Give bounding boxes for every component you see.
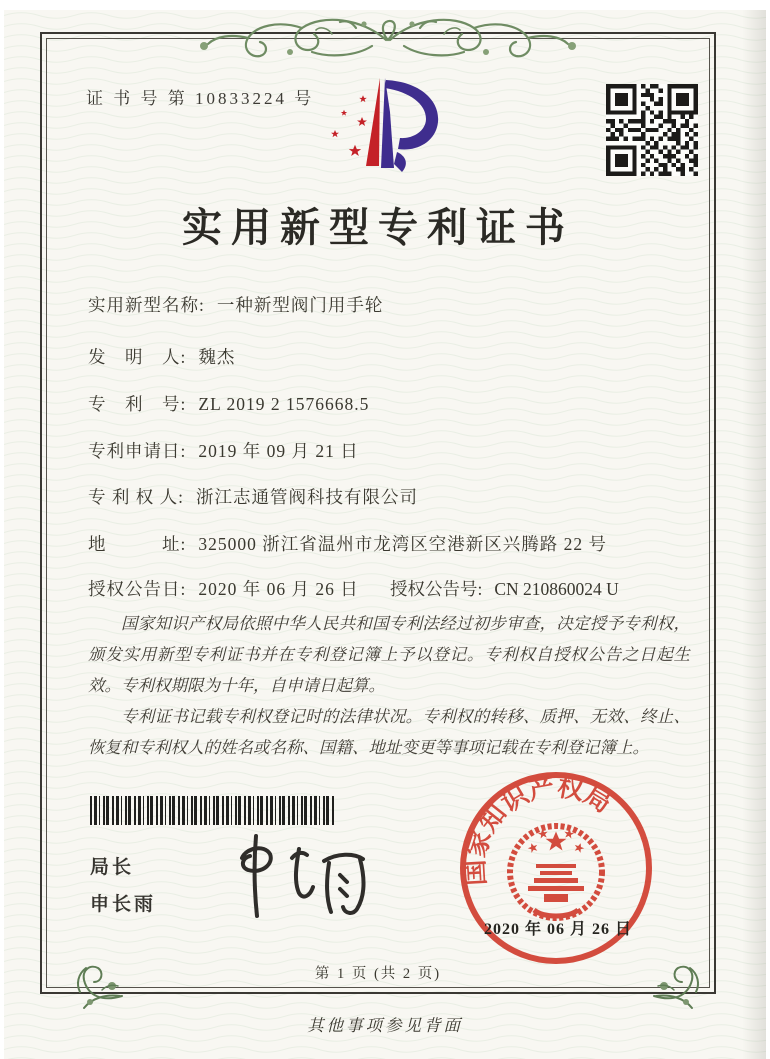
top-flourish-ornament	[168, 6, 608, 70]
field-address	[88, 531, 607, 556]
field-filing-date	[88, 438, 359, 463]
field-value: 2020 年 06 月 26 日	[198, 579, 359, 599]
director-name: 申长雨	[90, 894, 157, 915]
field-value: 一种新型阀门用手轮	[216, 295, 384, 315]
field-label: 专 利 号:	[88, 394, 187, 414]
field-patent-number	[88, 391, 369, 416]
director-block	[90, 852, 156, 926]
certificate-title: 实用新型专利证书	[182, 205, 574, 250]
director-title: 局长	[90, 857, 135, 878]
field-grant-number	[390, 576, 619, 601]
field-value: 2019 年 09 月 21 日	[198, 441, 359, 461]
field-label: 授权公告日:	[88, 579, 187, 599]
qr-code	[606, 84, 698, 176]
field-label: 地 址:	[88, 534, 187, 554]
field-value: 魏杰	[198, 347, 236, 367]
certificate-number: 证 书 号 第 10833224 号	[86, 89, 315, 108]
seal-date: 2020 年 06 月 26 日	[483, 921, 632, 938]
field-inventor	[88, 344, 235, 369]
body-paragraph-1: 国家知识产权局依照中华人民共和国专利法经过初步审查，决定授予专利权，颁发实用新型专利证书并在专利登记簿上予以登记。专利权自授权公告之日起生效。专利权期限为十年，自申请日起算。	[88, 614, 690, 695]
field-label: 专利申请日:	[88, 441, 187, 461]
bottom-left-flourish	[72, 956, 134, 1018]
cnipa-logo	[300, 72, 472, 194]
field-value: 325000 浙江省温州市龙湾区空港新区兴腾路 22 号	[198, 534, 607, 554]
body-paragraph-2: 专利证书记载专利权登记时的法律状况。专利权的转移、质押、无效、终止、恢复和专利权人的姓名或名称、国籍、地址变更等事项记载在专利登记簿上。	[88, 707, 690, 757]
national-emblem	[510, 826, 602, 918]
field-label: 实用新型名称:	[88, 295, 205, 315]
field-label: 授权公告号:	[390, 579, 483, 599]
footer-note: 其他事项参见背面	[307, 1016, 463, 1035]
field-value: ZL 2019 2 1576668.5	[198, 394, 370, 414]
field-label: 发 明 人:	[88, 347, 187, 367]
field-utility-model-name	[88, 292, 383, 317]
seal-text: 国家知识产权局	[460, 772, 617, 887]
photo-edge-shadow	[742, 10, 766, 1059]
field-value: 浙江志通管阀科技有限公司	[196, 487, 418, 507]
field-label: 专 利 权 人:	[88, 487, 184, 507]
bottom-right-flourish	[642, 956, 704, 1018]
field-patentee	[88, 484, 418, 509]
field-value: CN 210860024 U	[494, 579, 619, 599]
barcode	[90, 796, 334, 825]
certificate-body	[88, 608, 690, 763]
page-number: 第 1 页 (共 2 页)	[314, 966, 442, 982]
director-signature	[196, 828, 378, 924]
field-grant-date	[88, 576, 359, 601]
